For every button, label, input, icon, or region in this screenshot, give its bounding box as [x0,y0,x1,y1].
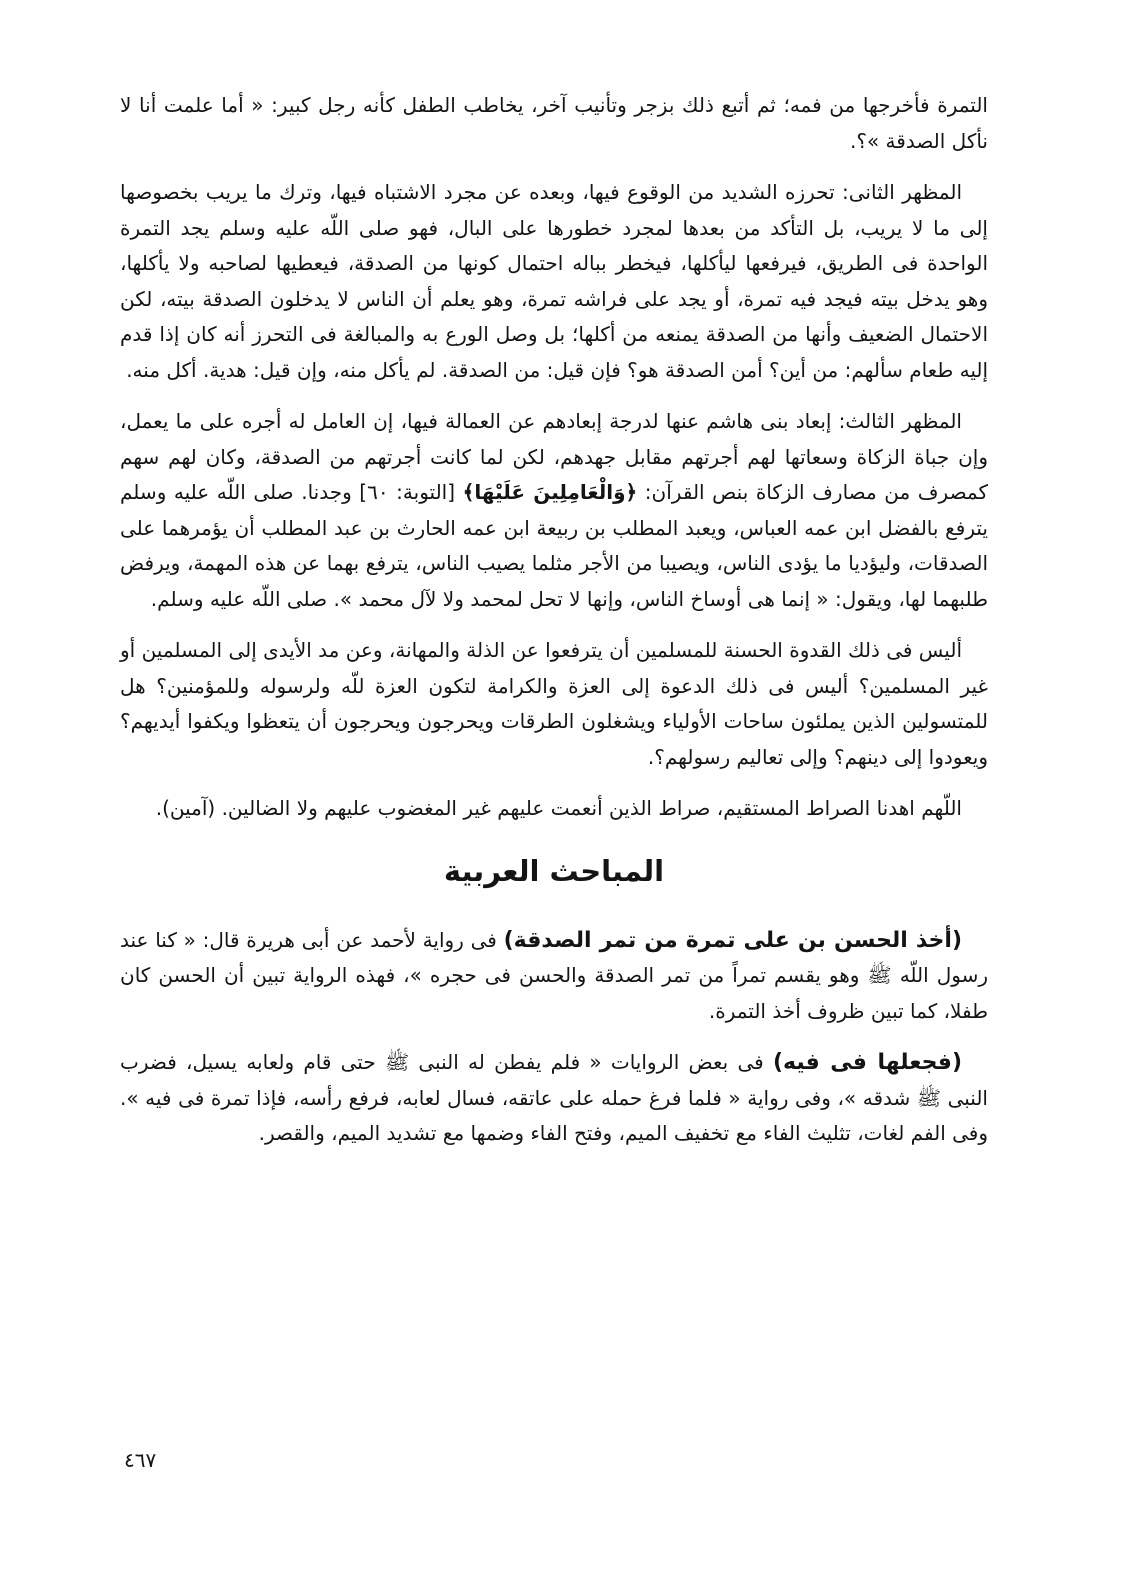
section-text: فى بعض الروايات « فلم يفطن له النبى ﷺ حتى قام ولعابه يسيل، فضرب النبى ﷺ شدقه »، وفى رواية « فلما فرغ حمله على عاتقه، فسال لعابه، فرفع رأسه، فإذا تمرة فى فيه ». وفى الفم لغات، تثليث الفاء مع تخفيف الميم، وفتح الفاء وضمها مع تشديد الميم، والقصر. [120,1050,988,1145]
paragraph-second-aspect: المظهر الثانى: تحرزه الشديد من الوقوع فيها، وبعده عن مجرد الاشتباه فيها، وترك ما يريب بخصوصها إلى ما لا يريب، بل التأكد من بعدها لمجرد خطورها على البال، فهو صلى اللّه عليه وسلم يجد التمرة الواحدة فى الطريق، فيرفعها ليأكلها، فيخطر بباله احتمال كونها من الصدقة، فيعطيها لصاحبه ولا يأكلها، وهو يدخل بيته فيجد فيه تمرة، أو يجد على فراشه تمرة، وهو يعلم أن الناس لا يدخلون الصدقة بيته، لكن الاحتمال الضعيف وأنها من الصدقة يمنعه من أكلها؛ بل وصل الورع به والمبالغة فى التحرز أنه كان إذا قدم إليه طعام سألهم: من أين؟ أمن الصدقة هو؟ فإن قيل: من الصدقة. لم يأكل منه، وإن قيل: هدية. أكل منه. [120,180,988,382]
section-heading: المباحث العربية [443,853,665,888]
section-text: فى رواية لأحمد عن أبى هريرة قال: « كنا عند رسول اللّه ﷺ وهو يقسم تمراً من تمر الصدقة والحسن فى حجره »، فهذه الرواية تبين أن الحسن كان طفلا، كما تبين ظروف أخذ التمرة. [120,927,988,1023]
third-aspect-text-before: المظهر الثالث: إبعاد بنى هاشم عنها لدرجة إبعادهم عن العمالة فيها، إن العامل له أجره على ما يعمل، وإن جباة الزكاة وسعاتها لهم أجرتهم مقابل جهدهم، لكن لما كانت أجرتهم من الصدقة، وكان لهم سهم كمصرف من مصارف الزكاة بنص القرآن: [120,409,988,504]
page-number: ٤٦٧ [124,1448,157,1472]
section-lead: (فجعلها فى فيه) [772,1050,962,1075]
page-body [120,88,988,1488]
third-aspect-text-after: [التوبة: ٦٠] وجدنا. صلى اللّه عليه وسلم يترفع بالفضل ابن عمه العباس، ويعبد المطلب بن ربيعة ابن عمه الحارث بن عبد المطلب أن يؤمرهما على الصدقات، وليؤديا ما يؤدى الناس، ويصيبا من الأجر مثلما يصيب الناس، يترفع بهما عن هذه المهمة، ويرفض طلبهما لها، ويقول: « إنما هى أوساخ الناس، وإنها لا تحل لمحمد ولا لآل محمد ». صلى اللّه عليه وسلم. [120,480,988,611]
section-hasan-took-date [120,923,988,1030]
quran-verse: ﴿وَالْعَامِلِينَ عَلَيْهَا﴾ [462,480,638,504]
section-lead: (أخذ الحسن بن على تمرة من تمر الصدقة) [503,927,962,953]
paragraph-tamra-removal: التمرة فأخرجها من فمه؛ ثم أتبع ذلك بزجر وتأنيب آخر، يخاطب الطفل كأنه رجل كبير: « أما علمت أنا لا نأكل الصدقة »؟. [120,93,988,153]
section-put-in-mouth [120,1045,988,1152]
paragraph-supplication: اللّهم اهدنا الصراط المستقيم، صراط الذين أنعمت عليهم غير المغضوب عليهم ولا الضالين. (آمين). [155,796,962,820]
paragraph-third-aspect [120,404,988,617]
paragraph-good-example: أليس فى ذلك القدوة الحسنة للمسلمين أن يترفعوا عن الذلة والمهانة، وعن مد الأيدى إلى المسلمين أو غير المسلمين؟ أليس فى ذلك الدعوة إلى العزة والكرامة لتكون العزة للّه ولرسوله وللمؤمنين؟ هل للمتسولين الذين يملئون ساحات الأولياء ويشغلون الطرقات ويحرجون ويحرجون أن يتعظوا ويكفوا أيديهم؟ ويعودوا إلى دينهم؟ وإلى تعاليم رسولهم؟. [120,638,988,769]
